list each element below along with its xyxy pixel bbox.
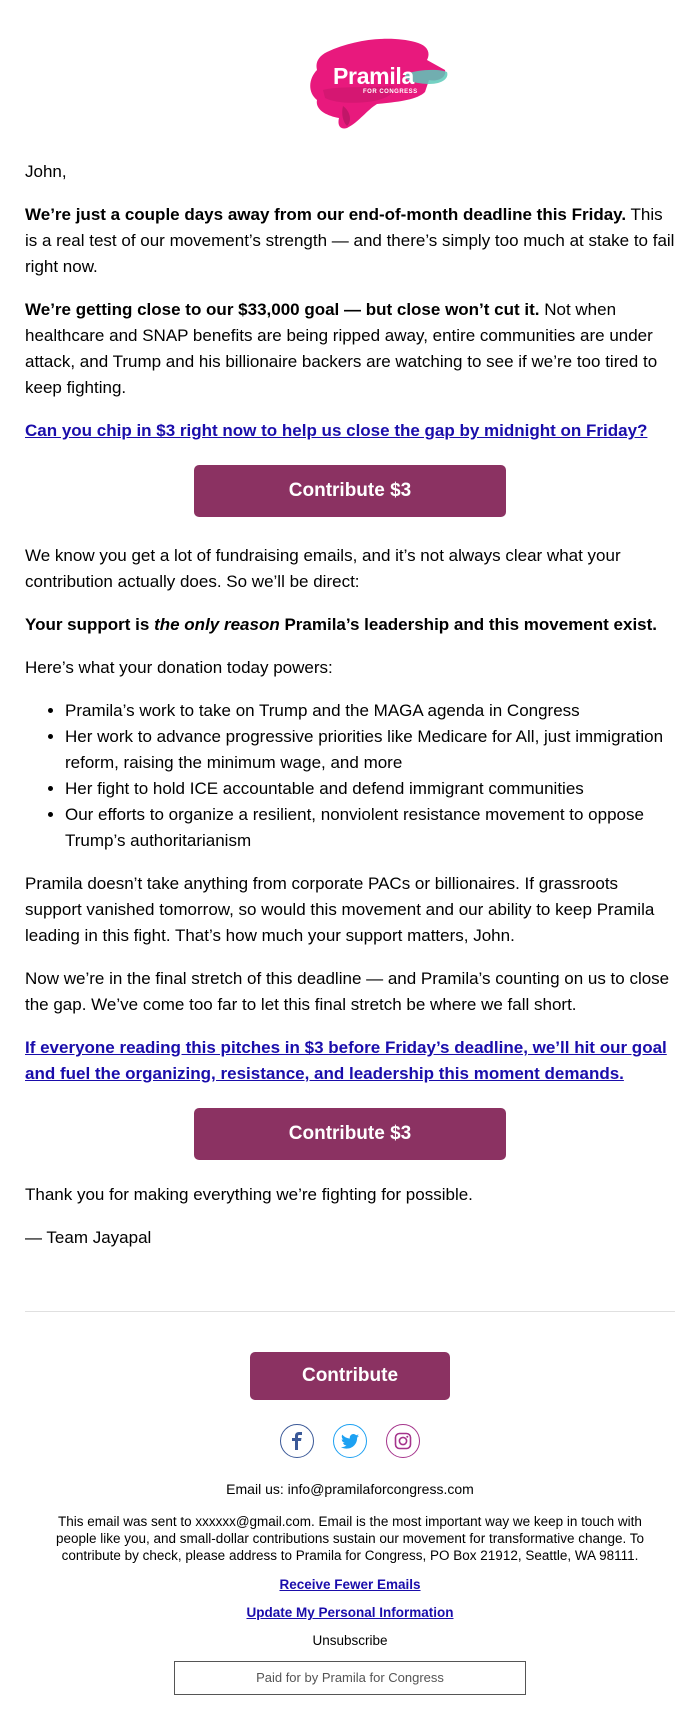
twitter-icon[interactable] [333, 1424, 367, 1458]
instagram-icon[interactable] [386, 1424, 420, 1458]
facebook-icon[interactable] [280, 1424, 314, 1458]
paragraph-goal [25, 297, 675, 401]
paragraph-deadline [25, 202, 675, 280]
footer-contribute-button[interactable]: Contribute [250, 1352, 450, 1400]
chip-in-link[interactable]: Can you chip in $3 right now to help us close the gap by midnight on Friday? [25, 421, 648, 440]
only-reason-bold [25, 615, 657, 634]
paragraph-goal-bold: We’re getting close to our $33,000 goal — but close won’t cut it. [25, 300, 540, 319]
only-reason-part2: Pramila’s leadership and this movement exist. [279, 615, 658, 634]
paragraph-deadline-text: This is a real test of our movement’s strength — and there’s simply too much at stake to fail right now. [25, 205, 675, 276]
social-links [0, 1424, 700, 1458]
footer-email-line: Email us: info@pramilaforcongress.com [226, 1481, 474, 1497]
greeting: John, [25, 162, 67, 181]
ask-paragraph-2 [25, 1035, 675, 1087]
only-reason-part1: Your support is [25, 615, 155, 634]
paragraph-powers: Here’s what your donation today powers: [25, 658, 333, 677]
contribute-button-1[interactable]: Contribute $3 [194, 465, 506, 517]
ask-paragraph-1 [25, 418, 675, 444]
update-info-link[interactable]: Update My Personal Information [246, 1605, 454, 1620]
list-item: • Her work to advance progressive priorities like Medicare for All, just immigration reform, raising the minimum wage, and more [65, 724, 675, 776]
footer [0, 1352, 700, 1695]
unsubscribe-link[interactable]: Unsubscribe [312, 1633, 388, 1648]
logo-tagline: FOR CONGRESS [363, 89, 418, 95]
footer-legal-note: This email was sent to xxxxxx@gmail.com. Email is the most important way we keep in touch with people like you, and small-dollar contributions sustain our movement for transformative change. To contribute by check, please address to Pramila for Congress, PO Box 21912, Seattle, WA 98111. [55, 1514, 645, 1563]
logo-name: Pramila [333, 63, 415, 89]
contribute-button-2[interactable]: Contribute $3 [194, 1108, 506, 1160]
donation-powers-list [25, 698, 675, 854]
paragraph-only-reason [25, 612, 675, 638]
facebook-glyph [290, 1432, 304, 1450]
header [25, 0, 675, 150]
pitch-in-link[interactable]: If everyone reading this pitches in $3 before Friday’s deadline, we’ll hit our goal and fuel the organizing, resistance, and leadership this moment demands. [25, 1038, 667, 1083]
pramila-logo[interactable] [297, 30, 449, 134]
receive-fewer-emails-link[interactable]: Receive Fewer Emails [279, 1577, 421, 1592]
list-item: • Her fight to hold ICE accountable and defend immigrant communities [65, 776, 675, 802]
button-row-1 [25, 465, 675, 517]
twitter-bird-glyph [341, 1434, 359, 1449]
signoff: — Team Jayapal [25, 1228, 152, 1247]
paragraph-thank-you: Thank you for making everything we’re fighting for possible. [25, 1185, 473, 1204]
paragraph-deadline-bold: We’re just a couple days away from our end-of-month deadline this Friday. [25, 205, 627, 224]
only-reason-italic: the only reason [154, 615, 280, 634]
footer-divider [25, 1311, 675, 1312]
paid-for-disclaimer: Paid for by Pramila for Congress [174, 1661, 526, 1695]
paragraph-direct: We know you get a lot of fundraising emails, and it’s not always clear what your contribution actually does. So we’ll be direct: [25, 546, 621, 591]
paragraph-no-pacs: Pramila doesn’t take anything from corporate PACs or billionaires. If grassroots support vanished tomorrow, so would this movement and our ability to keep Pramila leading in this fight. That’s how much your support matters, John. [25, 874, 655, 945]
list-item: • Our efforts to organize a resilient, nonviolent resistance movement to oppose Trump’s authoritarianism [65, 802, 675, 854]
instagram-glyph [394, 1432, 412, 1450]
list-item: • Pramila’s work to take on Trump and the MAGA agenda in Congress [65, 698, 675, 724]
paragraph-final-stretch: Now we’re in the final stretch of this deadline — and Pramila’s counting on us to close the gap. We’ve come too far to let this final stretch be where we fall short. [25, 969, 670, 1014]
paragraph-goal-text: Not when healthcare and SNAP benefits are being ripped away, entire communities are under attack, and Trump and his billionaire backers are watching to see if we’re too tired to keep fighting. [25, 300, 658, 397]
button-row-2 [25, 1108, 675, 1160]
